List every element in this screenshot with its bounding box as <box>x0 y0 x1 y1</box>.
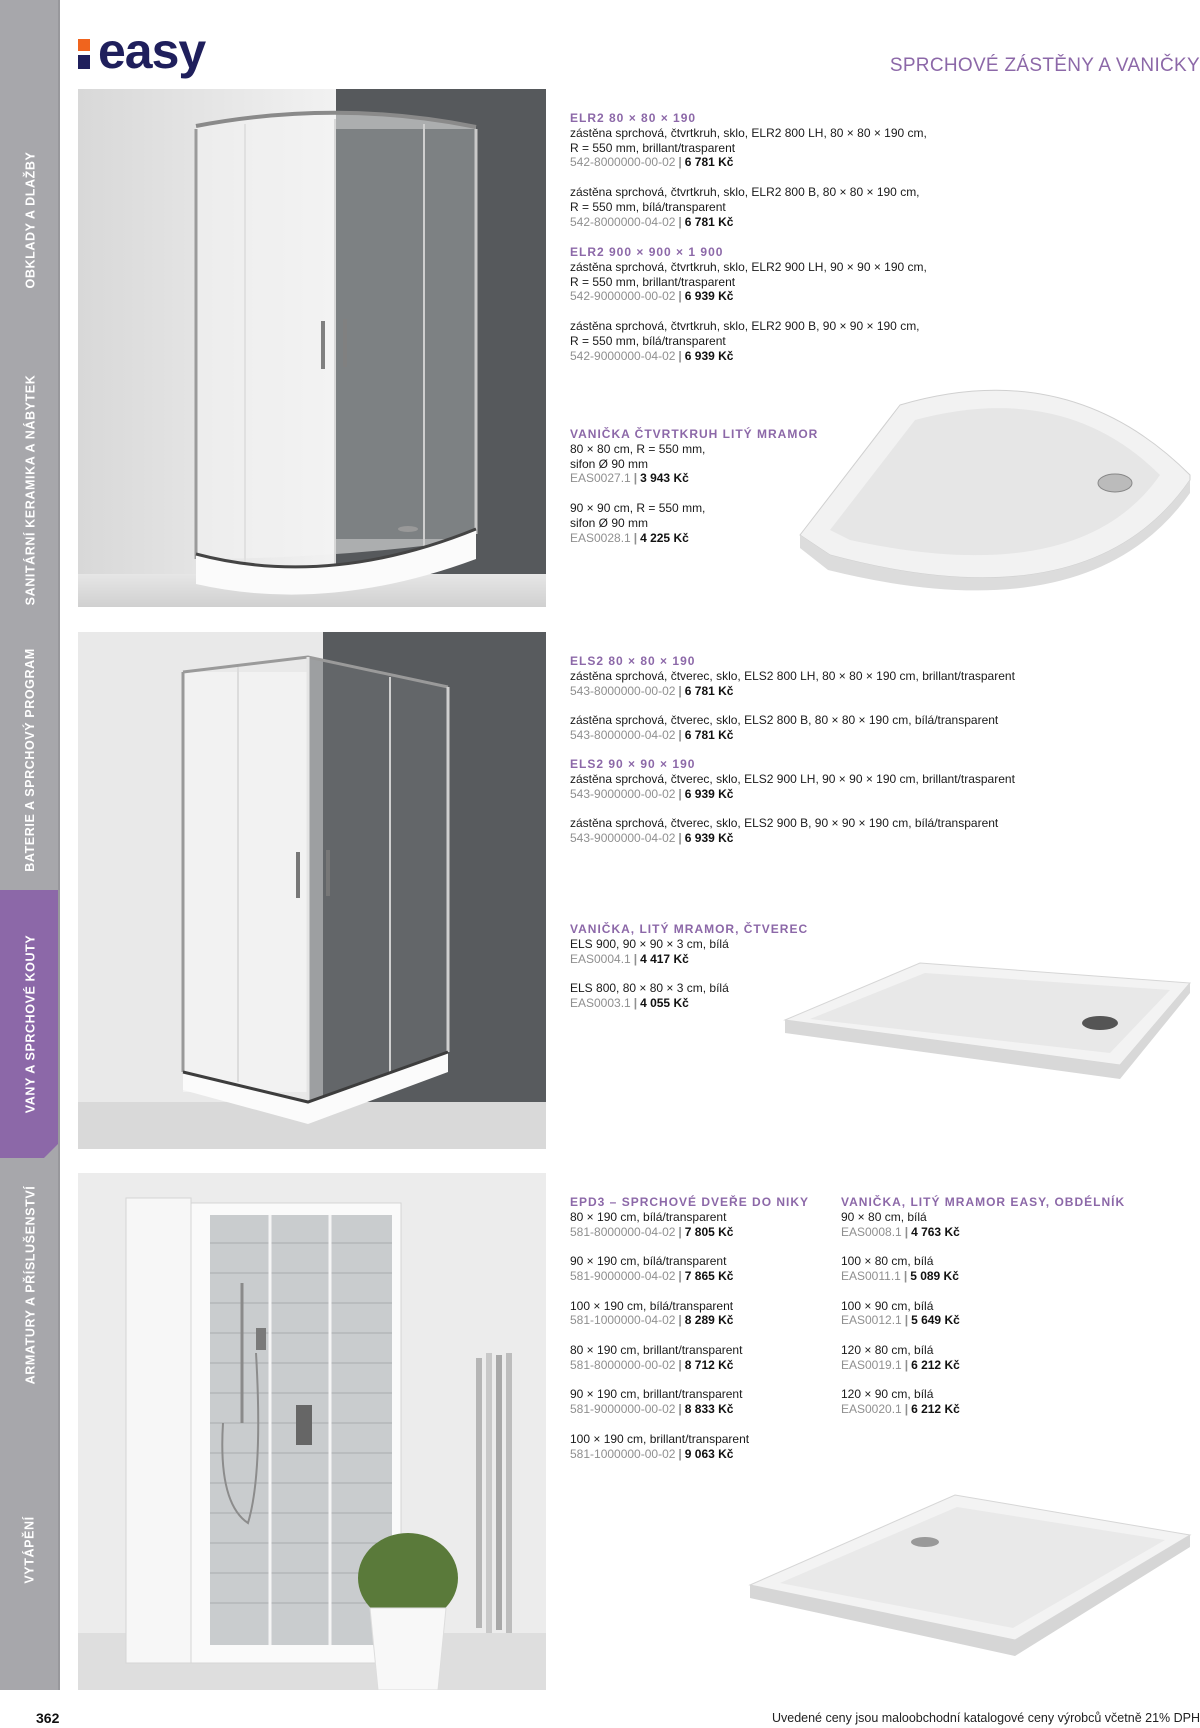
product-code: 581-8000000-04-02 <box>570 1224 676 1239</box>
separator: | <box>678 1268 682 1283</box>
product-code: 543-9000000-00-02 <box>570 786 676 801</box>
product-block-els2-90 <box>570 757 1070 846</box>
product-price: 6 781 Kč <box>684 727 734 742</box>
image-rect-tray <box>745 1490 1195 1660</box>
sidebar-tab-armatury[interactable] <box>0 1170 60 1400</box>
product-block-els2-80 <box>570 654 1070 743</box>
photo-epd3-door <box>78 1173 546 1690</box>
product-price: 6 939 Kč <box>684 348 734 363</box>
product-price: 4 055 Kč <box>640 995 689 1010</box>
product-entry <box>570 1387 820 1417</box>
product-price: 5 649 Kč <box>911 1313 960 1328</box>
separator: | <box>904 1224 909 1239</box>
product-desc: 100 × 90 cm, bílá <box>841 1298 934 1313</box>
product-entry <box>570 1299 820 1329</box>
product-price: 6 781 Kč <box>684 214 734 229</box>
product-entry <box>570 713 1070 743</box>
product-title: ELS2 80 × 80 × 190 <box>570 654 696 668</box>
logo-mark-icon <box>78 39 90 69</box>
separator: | <box>904 1402 909 1417</box>
separator: | <box>678 727 682 742</box>
product-entry <box>570 319 970 363</box>
product-price: 6 939 Kč <box>684 786 734 801</box>
product-title: VANIČKA, LITÝ MRAMOR, ČTVEREC <box>570 922 809 936</box>
product-desc: 90 × 190 cm, brillant/transparent <box>570 1387 743 1402</box>
separator: | <box>678 1357 682 1372</box>
sidebar-tab-label: VANY A SPRCHOVÉ KOUTY <box>23 934 38 1114</box>
section-sidebar <box>0 0 60 1690</box>
product-desc: zástěna sprchová, čtvrtkruh, sklo, ELR2 900 B, 90 × 90 × 190 cm, <box>570 318 920 333</box>
product-code: EAS0003.1 <box>570 995 631 1010</box>
product-entry <box>570 1254 820 1284</box>
product-price: 6 212 Kč <box>911 1402 960 1417</box>
product-desc: 100 × 190 cm, bílá/transparent <box>570 1298 734 1313</box>
product-entry <box>570 260 970 304</box>
product-block-epd3 <box>570 1195 820 1461</box>
product-code: 542-9000000-04-02 <box>570 348 676 363</box>
product-code: 543-8000000-04-02 <box>570 727 676 742</box>
page-title: SPRCHOVÉ ZÁSTĚNY A VANIČKY <box>889 55 1200 76</box>
separator: | <box>633 530 638 545</box>
product-price: 9 063 Kč <box>684 1446 734 1461</box>
product-title: EPD3 – SPRCHOVÉ DVEŘE DO NIKY <box>570 1195 810 1209</box>
product-price: 8 712 Kč <box>684 1357 734 1372</box>
separator: | <box>678 786 682 801</box>
product-code: EAS0020.1 <box>841 1402 902 1417</box>
product-desc: R = 550 mm, brillant/trasparent <box>570 274 736 289</box>
product-code: 581-9000000-00-02 <box>570 1402 676 1417</box>
sidebar-tab-label: SANITÁRNÍ KERAMIKA A NÁBYTEK <box>23 374 37 606</box>
separator: | <box>678 214 682 229</box>
price-note: Uvedené ceny jsou maloobchodní katalogové ceny výrobců včetně 21% DPH <box>771 1711 1200 1725</box>
separator: | <box>678 1402 682 1417</box>
sidebar-divider <box>58 0 60 1690</box>
product-desc: zástěna sprchová, čtvrtkruh, sklo, ELR2 900 LH, 90 × 90 × 190 cm, <box>570 259 927 274</box>
product-code: 581-1000000-04-02 <box>570 1313 676 1328</box>
image-quarter-tray <box>790 365 1195 600</box>
sidebar-tab-label: ARMATURY A PŘÍSLUŠENSTVÍ <box>23 1185 38 1385</box>
product-price: 6 212 Kč <box>911 1357 960 1372</box>
product-price: 4 763 Kč <box>911 1224 960 1239</box>
sidebar-tab-obklady[interactable] <box>0 120 60 320</box>
product-entry <box>841 1299 1161 1329</box>
product-entry <box>841 1387 1161 1417</box>
product-desc: sifon Ø 90 mm <box>570 515 649 530</box>
logo-text: easy <box>98 23 206 79</box>
product-price: 8 833 Kč <box>684 1402 734 1417</box>
product-desc: ELS 800, 80 × 80 × 3 cm, bílá <box>570 981 729 996</box>
product-price: 3 943 Kč <box>640 471 689 486</box>
separator: | <box>633 471 638 486</box>
product-price: 7 805 Kč <box>684 1224 734 1239</box>
product-price: 6 781 Kč <box>684 683 734 698</box>
page-number: 362 <box>36 1710 60 1726</box>
product-entry <box>570 816 1070 846</box>
product-desc: 120 × 90 cm, bílá <box>841 1387 934 1402</box>
product-entry <box>841 1210 1161 1240</box>
product-price: 6 939 Kč <box>684 830 734 845</box>
sidebar-tab-vytapeni[interactable] <box>0 1490 60 1610</box>
separator: | <box>904 1313 909 1328</box>
product-entry <box>570 772 1070 802</box>
product-desc: 90 × 90 cm, R = 550 mm, <box>570 500 706 515</box>
product-code: EAS0019.1 <box>841 1357 902 1372</box>
product-price: 6 781 Kč <box>684 155 734 170</box>
product-code: 542-9000000-00-02 <box>570 289 676 304</box>
brand-logo <box>78 23 206 79</box>
separator: | <box>678 683 682 698</box>
sidebar-tab-baterie[interactable] <box>0 630 60 890</box>
product-desc: 90 × 80 cm, bílá <box>841 1209 927 1224</box>
product-price: 4 225 Kč <box>640 530 689 545</box>
product-title: ELR2 80 × 80 × 190 <box>570 111 697 125</box>
product-desc: zástěna sprchová, čtverec, sklo, ELS2 800 B, 80 × 80 × 190 cm, bílá/transparent <box>570 713 999 728</box>
product-desc: zástěna sprchová, čtvrtkruh, sklo, ELR2 800 B, 80 × 80 × 190 cm, <box>570 184 920 199</box>
sidebar-tab-sanitarni[interactable] <box>0 355 60 625</box>
photo-els2-enclosure <box>78 632 546 1149</box>
product-price: 4 417 Kč <box>640 951 689 966</box>
separator: | <box>678 1313 682 1328</box>
product-code: 543-8000000-00-02 <box>570 683 676 698</box>
product-code: EAS0011.1 <box>841 1268 901 1283</box>
product-title: VANIČKA ČTVRTKRUH LITÝ MRAMOR <box>570 427 819 441</box>
separator: | <box>678 348 682 363</box>
product-desc: 120 × 80 cm, bílá <box>841 1342 934 1357</box>
product-desc: R = 550 mm, brillant/trasparent <box>570 140 736 155</box>
product-title: ELS2 90 × 90 × 190 <box>570 757 696 771</box>
separator: | <box>633 951 638 966</box>
product-block-elr2 <box>570 111 970 244</box>
product-desc: 100 × 80 cm, bílá <box>841 1254 934 1269</box>
product-code: 543-9000000-04-02 <box>570 830 676 845</box>
product-code: EAS0012.1 <box>841 1313 902 1328</box>
product-entry <box>570 126 970 170</box>
product-entry <box>570 1432 820 1462</box>
separator: | <box>678 155 682 170</box>
product-entry <box>570 185 970 229</box>
product-entry <box>570 669 1070 699</box>
product-desc: zástěna sprchová, čtverec, sklo, ELS2 900 LH, 90 × 90 × 190 cm, brillant/trasparent <box>570 771 1015 786</box>
product-desc: 90 × 190 cm, bílá/transparent <box>570 1254 727 1269</box>
product-desc: ELS 900, 90 × 90 × 3 cm, bílá <box>570 936 729 951</box>
product-code: EAS0008.1 <box>841 1224 902 1239</box>
product-code: 581-1000000-00-02 <box>570 1446 676 1461</box>
sidebar-tab-label: OBKLADY A DLAŽBY <box>23 151 38 289</box>
product-desc: zástěna sprchová, čtverec, sklo, ELS2 800 LH, 80 × 80 × 190 cm, brillant/trasparent <box>570 668 1015 683</box>
product-code: 581-8000000-00-02 <box>570 1357 676 1372</box>
product-entry <box>570 1210 820 1240</box>
product-entry <box>841 1343 1161 1373</box>
product-desc: zástěna sprchová, čtverec, sklo, ELS2 900 B, 90 × 90 × 190 cm, bílá/transparent <box>570 816 999 831</box>
product-entry <box>570 1343 820 1373</box>
product-code: EAS0004.1 <box>570 951 631 966</box>
product-desc: 80 × 190 cm, bílá/transparent <box>570 1209 727 1224</box>
product-title: ELR2 900 × 900 × 1 900 <box>570 245 724 259</box>
product-block-elr2-90 <box>570 245 970 363</box>
product-code: 542-8000000-04-02 <box>570 214 676 229</box>
product-desc: zástěna sprchová, čtvrtkruh, sklo, ELR2 800 LH, 80 × 80 × 190 cm, <box>570 125 927 140</box>
separator: | <box>904 1357 909 1372</box>
product-block-tray-rect <box>841 1195 1161 1417</box>
separator: | <box>678 1446 682 1461</box>
product-code: EAS0027.1 <box>570 471 631 486</box>
product-desc: 100 × 190 cm, brillant/transparent <box>570 1431 750 1446</box>
product-desc: R = 550 mm, bílá/transparent <box>570 199 726 214</box>
product-code: 542-8000000-00-02 <box>570 155 676 170</box>
separator: | <box>678 289 682 304</box>
separator: | <box>678 1224 682 1239</box>
product-price: 5 089 Kč <box>910 1268 959 1283</box>
product-price: 6 939 Kč <box>684 289 734 304</box>
product-code: 581-9000000-04-02 <box>570 1268 676 1283</box>
photo-elr2-enclosure <box>78 89 546 607</box>
separator: | <box>903 1268 908 1283</box>
sidebar-tab-vany[interactable] <box>0 890 60 1158</box>
product-desc: 80 × 190 cm, brillant/transparent <box>570 1342 743 1357</box>
sidebar-tab-label: VYTÁPĚNÍ <box>23 1516 37 1584</box>
separator: | <box>633 995 638 1010</box>
product-desc: 80 × 80 cm, R = 550 mm, <box>570 441 706 456</box>
product-desc: sifon Ø 90 mm <box>570 456 649 471</box>
separator: | <box>678 830 682 845</box>
product-entry <box>841 1254 1161 1284</box>
product-price: 7 865 Kč <box>684 1268 734 1283</box>
product-price: 8 289 Kč <box>684 1313 734 1328</box>
product-desc: R = 550 mm, bílá/transparent <box>570 333 726 348</box>
sidebar-tab-label: BATERIE A SPRCHOVÝ PROGRAM <box>23 648 37 872</box>
product-title: VANIČKA, LITÝ MRAMOR EASY, OBDÉLNÍK <box>841 1195 1126 1209</box>
product-code: EAS0028.1 <box>570 530 631 545</box>
image-square-tray <box>780 955 1195 1085</box>
